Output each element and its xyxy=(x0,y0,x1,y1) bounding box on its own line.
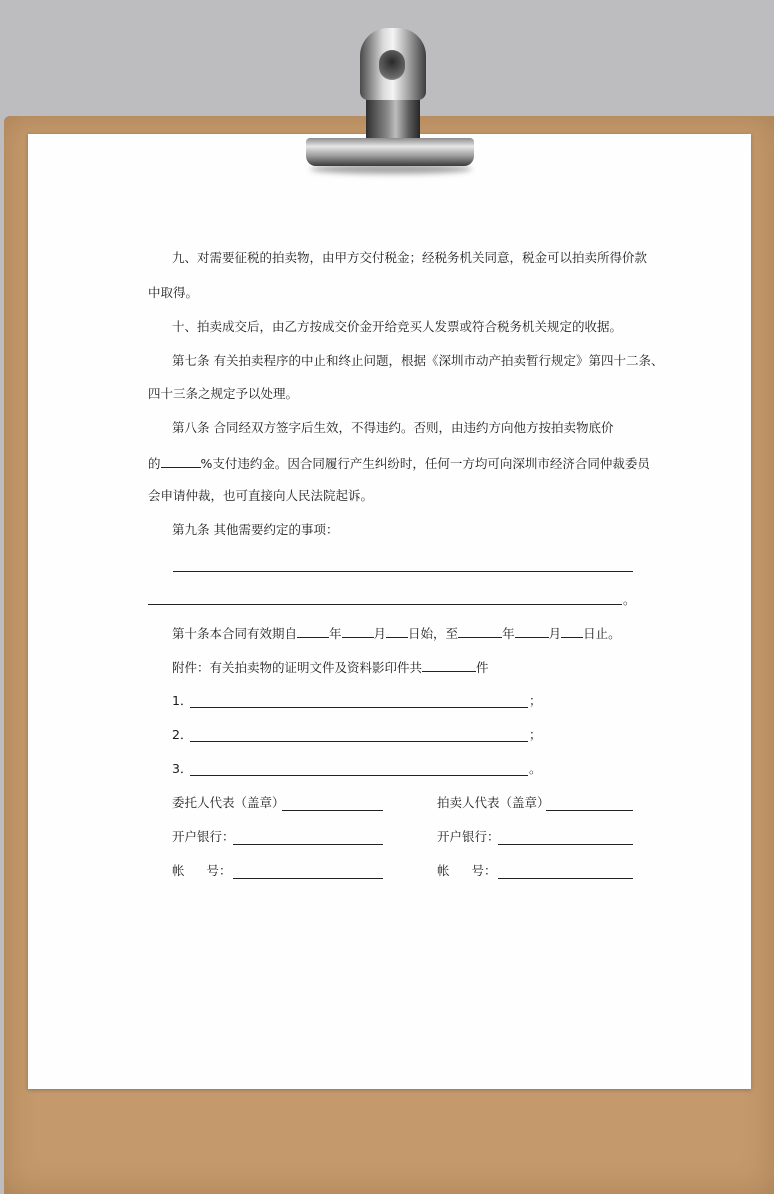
client-bank-label: 开户银行： xyxy=(172,829,235,844)
auctioneer-account-line[interactable] xyxy=(498,878,633,879)
list-item-3-number: 3． xyxy=(172,761,193,776)
month-label-1: 月 xyxy=(373,626,387,641)
article-9: 第九条 其他需要约定的事项： xyxy=(172,522,339,537)
other-matters-line-1[interactable] xyxy=(173,571,633,572)
penalty-percent-blank[interactable] xyxy=(161,455,201,468)
attachments-unit: 件 xyxy=(476,660,489,675)
start-day-blank[interactable] xyxy=(386,625,408,638)
list-item-1-end: ； xyxy=(529,693,542,708)
item-10: 十、拍卖成交后，由乙方按成交价金开给竞买人发票或符合税务机关规定的收据。 xyxy=(172,319,623,334)
article-7-line-2: 四十三条之规定予以处理。 xyxy=(148,386,299,401)
article-10 xyxy=(172,625,621,642)
item-9-line-2: 中取得。 xyxy=(148,285,199,300)
year-label-1: 年 xyxy=(329,626,342,641)
start-month-blank[interactable] xyxy=(342,625,374,638)
attachments-line xyxy=(172,659,489,676)
auctioneer-rep-label: 拍卖人代表（盖章） xyxy=(437,795,550,810)
client-account-char-2: 号： xyxy=(206,863,232,878)
auctioneer-account-label xyxy=(437,863,497,879)
article-7-line-1: 第七条 有关拍卖程序的中止和终止问题，根据《深圳市动产拍卖暂行规定》第四十二条、 xyxy=(172,353,664,368)
article-10-label: 第十条本合同有效期自 xyxy=(172,626,298,641)
day-label-2: 日止。 xyxy=(583,626,621,641)
other-matters-end: 。 xyxy=(623,592,636,607)
auctioneer-rep-line[interactable] xyxy=(546,810,633,811)
article-8-line-1: 第八条 合同经双方签字后生效，不得违约。否则，由违约方向他方按拍卖物底价 xyxy=(172,420,614,435)
attachments-count-blank[interactable] xyxy=(422,659,476,672)
list-item-2-line[interactable] xyxy=(190,741,528,742)
client-account-line[interactable] xyxy=(233,878,383,879)
article-8-pre: 的 xyxy=(148,456,161,471)
binder-clip-hole xyxy=(379,50,405,80)
year-label-2: 年 xyxy=(502,626,515,641)
article-8-line-2 xyxy=(148,455,650,472)
list-item-2-number: 2． xyxy=(172,727,193,742)
list-item-1-number: 1． xyxy=(172,693,193,708)
list-item-2-end: ； xyxy=(529,727,542,742)
end-year-blank[interactable] xyxy=(458,625,502,638)
end-day-blank[interactable] xyxy=(561,625,583,638)
binder-clip-base xyxy=(306,138,474,166)
list-item-3-line[interactable] xyxy=(190,775,528,776)
auctioneer-account-char-1: 帐 xyxy=(437,863,450,878)
attachments-label: 附件：有关拍卖物的证明文件及资料影印件共 xyxy=(172,660,423,675)
client-account-char-1: 帐 xyxy=(172,863,185,878)
article-8-post: %支付违约金。因合同履行产生纠纷时，任何一方均可向深圳市经济合同仲裁委员 xyxy=(200,456,650,471)
client-rep-label: 委托人代表（盖章） xyxy=(172,795,285,810)
client-rep-line[interactable] xyxy=(282,810,383,811)
end-month-blank[interactable] xyxy=(515,625,549,638)
item-9-line-1: 九、对需要征税的拍卖物，由甲方交付税金；经税务机关同意，税金可以拍卖所得价款 xyxy=(172,250,648,265)
auctioneer-account-char-2: 号： xyxy=(471,863,497,878)
document-page xyxy=(28,134,751,1089)
other-matters-line-2[interactable] xyxy=(148,604,622,605)
list-item-1-line[interactable] xyxy=(190,707,528,708)
day-label-1: 日始，至 xyxy=(408,626,459,641)
list-item-3-end: 。 xyxy=(529,761,542,776)
client-account-label xyxy=(172,863,232,879)
start-year-blank[interactable] xyxy=(297,625,329,638)
auctioneer-bank-line[interactable] xyxy=(498,844,633,845)
article-8-line-3: 会申请仲裁，也可直接向人民法院起诉。 xyxy=(148,488,374,503)
auctioneer-bank-label: 开户银行： xyxy=(437,829,500,844)
client-bank-line[interactable] xyxy=(233,844,383,845)
month-label-2: 月 xyxy=(548,626,562,641)
